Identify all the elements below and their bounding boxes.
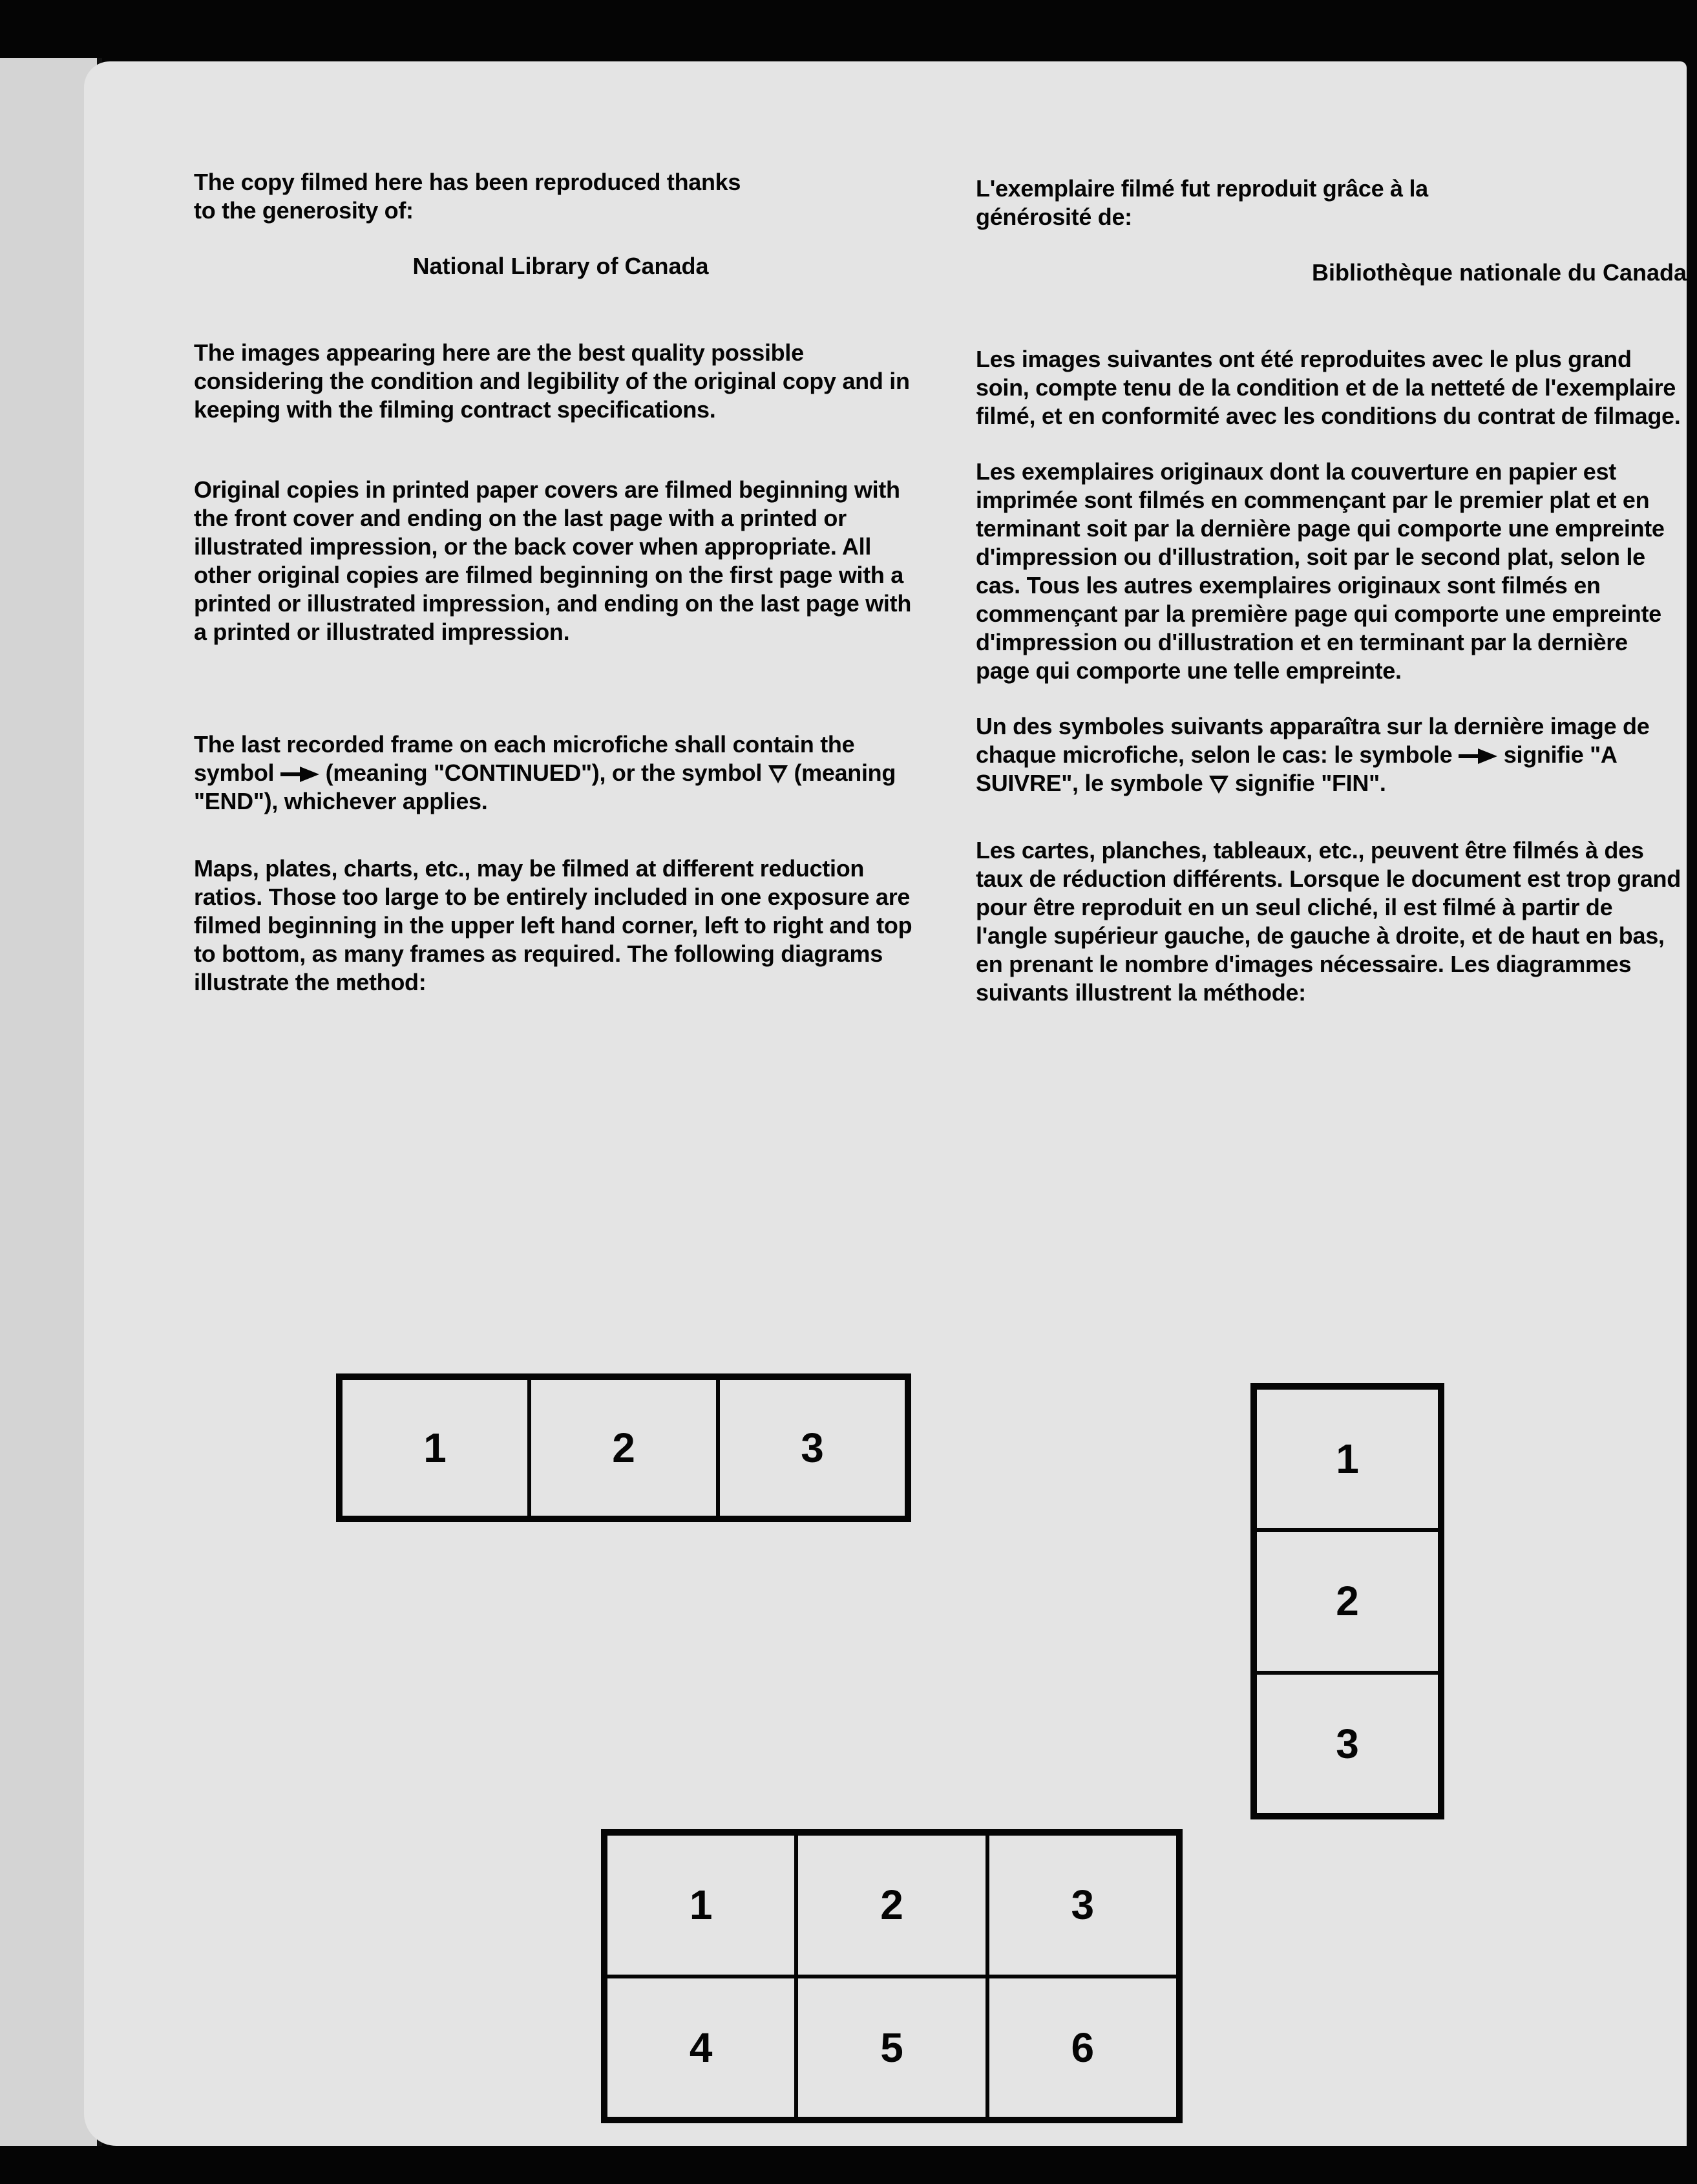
fr-credit-line-2: générosité de: — [976, 204, 1132, 230]
english-column — [194, 168, 927, 997]
arrow-right-icon — [1459, 748, 1497, 764]
fr-symbol-text-2: signifie "A SUIVRE", le symbole — [976, 741, 1617, 796]
notice-page — [84, 61, 1687, 2146]
frame-cell: 1 — [341, 1378, 529, 1518]
diagram-horizontal — [336, 1373, 911, 1522]
triangle-down-icon — [768, 765, 788, 783]
fr-maps-paragraph: Les cartes, planches, tableaux, etc., peuvent être filmés à des taux de réduction différents. Lorsque le document est trop grand pour être reproduit en un seul cliché, il est filmé à partir de l'angle supérieur gauche, de gauche à droite, et de haut en bas, en prenant le nombre d'images nécessaire. Les diagrammes suivants illustrent la méthode: — [976, 837, 1681, 1006]
en-credit-line-2: to the generosity of: — [194, 197, 414, 224]
frame-cell: 3 — [718, 1378, 907, 1518]
fr-quality-paragraph: Les images suivantes ont été reproduites avec le plus grand soin, compte tenu de la condition et de la netteté de l'exemplaire filmé, et en conformité avec les conditions du contrat de filmage. — [976, 346, 1681, 429]
frame-cell: 6 — [987, 1977, 1178, 2119]
en-quality-paragraph: The images appearing here are the best quality possible considering the condition and legibility of the original copy and in keeping with the filming contract specifications. — [194, 339, 910, 423]
fr-filming-order-paragraph: Les exemplaires originaux dont la couverture en papier est imprimée sont filmés en commençant par le premier plat et en terminant soit par la dernière page qui comporte une empreinte d'impression ou d'illustration, soit par le second plat, selon le cas. Tous les autres exemplaires originaux sont filmés en commençant par la première page qui comporte une empreinte d'impression ou d'illustration et en terminant par la dernière page qui comporte une telle empreinte. — [976, 458, 1665, 684]
fr-symbol-paragraph — [976, 712, 1687, 798]
en-symbol-text-1: The last recorded frame on each microfiche shall contain the symbol — [194, 731, 855, 786]
frame-cell: 2 — [796, 1834, 987, 1977]
arrow-right-icon — [280, 767, 319, 782]
en-credit-line-1: The copy filmed here has been reproduced thanks — [194, 169, 741, 195]
fr-symbol-text-3: signifie "FIN". — [1234, 770, 1386, 796]
frame-cell: 3 — [987, 1834, 1178, 1977]
french-column — [976, 175, 1687, 1007]
frame-cell: 4 — [606, 1977, 796, 2119]
frame-cell: 1 — [606, 1834, 796, 1977]
triangle-down-icon — [1209, 776, 1228, 794]
en-maps-paragraph: Maps, plates, charts, etc., may be filmed at different reduction ratios. Those too large to be entirely included in one exposure are filmed beginning in the upper left hand corner, left to right and top to bottom, as many frames as required. The following diagrams illustrate the method: — [194, 855, 912, 995]
fr-institution: Bibliothèque nationale du Canada — [1311, 259, 1687, 286]
en-symbol-paragraph — [194, 730, 927, 816]
en-institution: National Library of Canada — [412, 253, 709, 279]
en-filming-order-paragraph: Original copies in printed paper covers are filmed beginning with the front cover and ending on the last page with a printed or illustrated impression, or the back cover when appropriate. All other original copies are filmed beginning on the first page with a printed or illustrated impression, and ending on the last page with a printed or illustrated impression. — [194, 476, 912, 645]
fr-symbol-text-1: Un des symboles suivants apparaîtra sur la dernière image de chaque microfiche, selon le cas: le symbole — [976, 713, 1650, 768]
frame-cell: 2 — [1255, 1530, 1440, 1672]
diagram-vertical — [1250, 1383, 1444, 1819]
en-symbol-text-3: (meaning "END"), whichever applies. — [194, 759, 896, 814]
frame-cell: 5 — [796, 1977, 987, 2119]
frame-cell: 3 — [1255, 1673, 1440, 1815]
frame-cell: 2 — [529, 1378, 718, 1518]
frame-cell: 1 — [1255, 1388, 1440, 1530]
en-symbol-text-2: (meaning "CONTINUED"), or the symbol — [325, 759, 763, 786]
diagram-grid — [601, 1829, 1183, 2123]
fr-credit-line-1: L'exemplaire filmé fut reproduit grâce à la — [976, 175, 1428, 202]
